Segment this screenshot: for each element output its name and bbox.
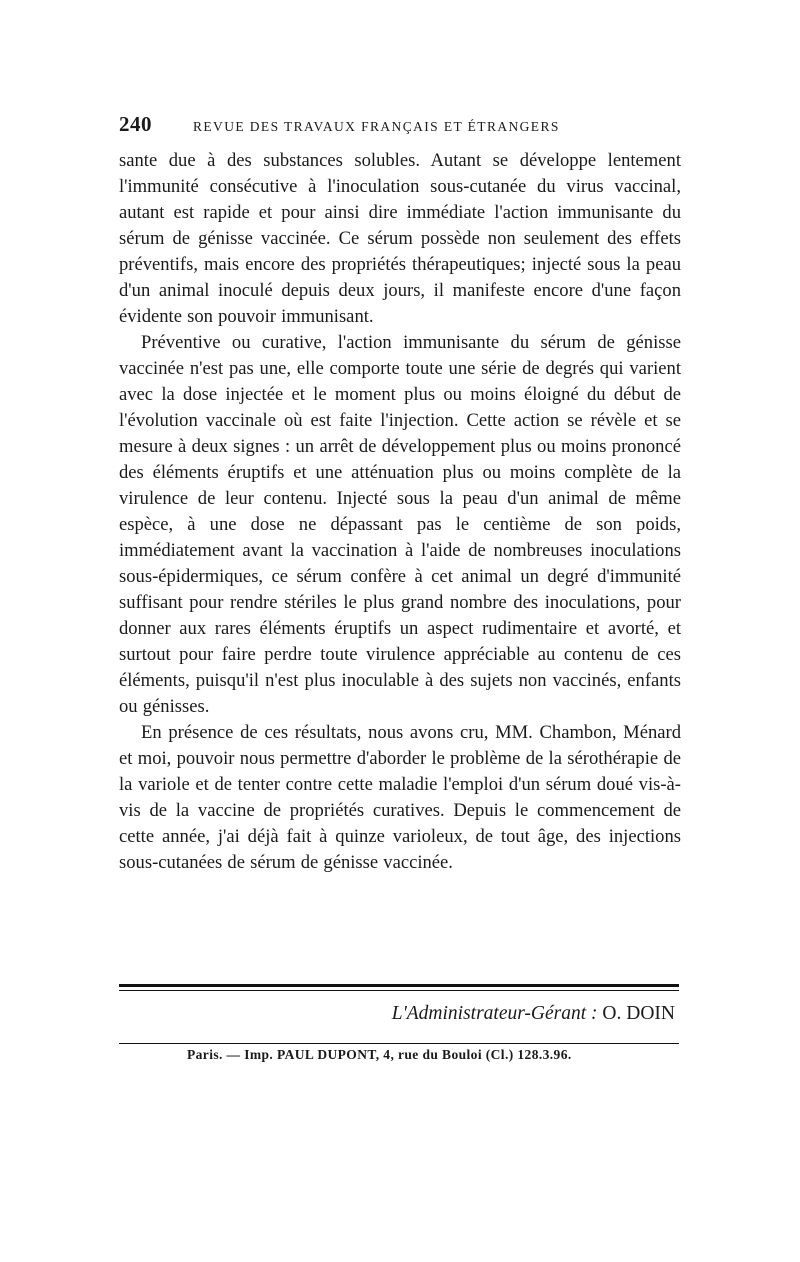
page-header (119, 112, 681, 142)
paragraph-2: Préventive ou curative, l'action immunisante du sérum de génisse vaccinée n'est pas une, elle comporte toute une série de degrés qui varient avec la dose injectée et le moment plus ou moins éloigné du début de l'évolution vaccinale où est faite l'injection. Cette action se révèle et se mesure à deux signes : un arrêt de développement plus ou moins prononcé des éléments éruptifs et une atténuation plus ou moins complète de la virulence de leur contenu. Injecté sous la peau d'un animal de même espèce, à une dose ne dépassant pas le centième de son poids, immédiatement avant la vaccination à l'aide de nombreuses inoculations sous-épidermiques, ce sérum confère à cet animal un degré d'immunité suffisant pour rendre stériles le plus grand nombre des inoculations, pour donner aux rares éléments éruptifs un aspect rudimentaire et avorté, et surtout pour faire perdre toute virulence appréciable au contenu de ces éléments, puisqu'il n'est plus inoculable à des sujets non vaccinés, enfants ou génisses. (119, 332, 681, 717)
printer-imprint: Paris. — Imp. PAUL DUPONT, 4, rue du Bouloi (Cl.) 128.3.96. (187, 1047, 572, 1062)
rule-divider (119, 1043, 679, 1044)
paragraph-3: En présence de ces résultats, nous avons cru, MM. Chambon, Ménard et moi, pouvoir nous permettre d'aborder le problème de la sérothérapie de la variole et de tenter contre cette maladie l'emploi d'un sérum doué vis-à-vis de la vaccine de propriétés curatives. Depuis le commencement de cette année, j'ai déjà fait à quinze varioleux, de tout âge, des injections sous-cutanées de sérum de génisse vaccinée. (119, 722, 681, 873)
body-text (119, 148, 681, 876)
running-title: REVUE DES TRAVAUX FRANÇAIS ET ÉTRANGERS (193, 119, 560, 134)
paragraph-1: sante due à des substances solubles. Autant se développe lentement l'immunité consécutive à l'inoculation sous-cutanée du virus vaccinal, autant est rapide et pour ainsi dire immédiate l'action immunisante du sérum de génisse vaccinée. Ce sérum possède non seulement des effets préventifs, mais encore des propriétés thérapeutiques; injecté sous la peau d'un animal inoculé depuis deux jours, il manifeste encore d'une façon évidente son pouvoir immunisant. (119, 150, 681, 327)
page-number: 240 (119, 112, 152, 136)
administrator-signature (119, 1003, 675, 1025)
double-rule-divider (119, 984, 679, 991)
book-page (119, 112, 681, 876)
administrator-role: L'Administrateur-Gérant : (391, 1003, 598, 1024)
administrator-name: O. DOIN (602, 1003, 675, 1024)
